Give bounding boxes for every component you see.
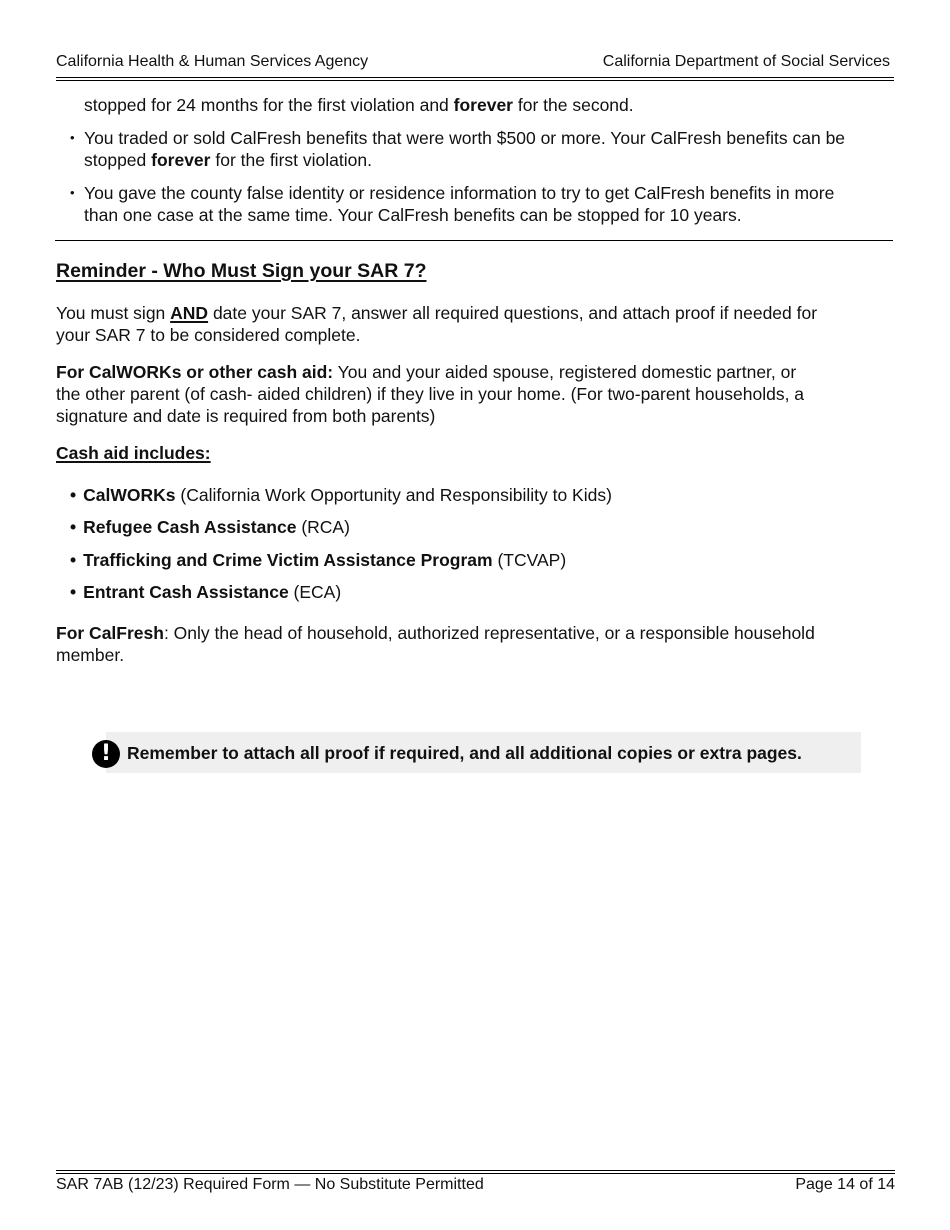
bullet-icon: • (70, 550, 77, 570)
violation-item-line (84, 149, 845, 171)
text-span: : Only the head of household, authorized representative, or a responsible household (163, 623, 815, 643)
bullet-icon: • (70, 582, 77, 602)
calfresh-label: For CalFresh (56, 623, 164, 643)
violation-item-line: than one case at the same time. Your CalFresh benefits can be stopped for 10 years. (84, 205, 742, 225)
cash-aid-heading (56, 442, 211, 464)
violation-item-line: You gave the county false identity or residence information to try to get CalFresh benefits in more (84, 183, 835, 203)
cash-aid-item (70, 484, 612, 506)
header-department: California Department of Social Services (602, 53, 890, 70)
calworks-line (56, 361, 804, 383)
text-span: You must sign (56, 303, 171, 323)
program-name: CalWORKs (83, 485, 176, 505)
cash-aid-item (70, 516, 350, 538)
program-detail: (California Work Opportunity and Responsibility to Kids) (175, 485, 612, 505)
violation-item (70, 182, 835, 226)
text-span: stopped (84, 150, 152, 170)
section-divider (55, 240, 893, 241)
violation-continued-bold: forever (453, 95, 513, 115)
calworks-line: signature and date is required from both parents) (56, 406, 436, 426)
program-detail: (ECA) (288, 582, 342, 602)
calfresh-line (56, 622, 815, 644)
and-emphasis: AND (170, 303, 209, 323)
calworks-label: For CalWORKs or other cash aid: (56, 362, 334, 382)
header-rule-top (56, 77, 894, 78)
cash-aid-item (70, 549, 566, 571)
calfresh-line: member. (56, 645, 125, 665)
calworks-line: the other parent (of cash- aided children) if they live in your home. (For two-parent households, a (56, 384, 805, 404)
bold-span: forever (151, 150, 211, 170)
program-name: Refugee Cash Assistance (83, 517, 297, 537)
bullet-icon: • (70, 485, 77, 505)
footer-rule-bottom (56, 1173, 895, 1174)
text-span: You and your aided spouse, registered domestic partner, or (333, 362, 797, 382)
program-detail: (TCVAP) (492, 550, 567, 570)
reminder-heading: Reminder - Who Must Sign your SAR 7? (56, 260, 427, 282)
footer-rule-top (56, 1170, 895, 1171)
calfresh-signers (56, 622, 815, 666)
text-span: for the first violation. (210, 150, 372, 170)
bullet-icon: • (70, 517, 77, 537)
reminder-intro-line (56, 302, 817, 324)
bullet-icon: • (70, 185, 75, 200)
violation-continued (84, 94, 634, 116)
header-agency: California Health & Human Services Agency (56, 53, 369, 70)
exclamation-circle-icon: ! (92, 740, 120, 768)
violation-continued-pre: stopped for 24 months for the first violation and (84, 95, 454, 115)
footer-form-id: SAR 7AB (12/23) Required Form — No Substitute Permitted (56, 1176, 484, 1193)
reminder-intro (56, 302, 817, 346)
reminder-intro-line: your SAR 7 to be considered complete. (56, 325, 361, 345)
program-name: Trafficking and Crime Victim Assistance Program (83, 550, 493, 570)
program-detail: (RCA) (296, 517, 350, 537)
calworks-signers (56, 361, 804, 427)
violation-continued-post: for the second. (513, 95, 634, 115)
violation-item-line: You traded or sold CalFresh benefits that were worth $500 or more. Your CalFresh benefits can be (84, 128, 846, 148)
header-rule-bottom (56, 80, 894, 81)
footer-page-number: Page 14 of 14 (795, 1176, 895, 1193)
program-name: Entrant Cash Assistance (83, 582, 289, 602)
cash-aid-heading-text: Cash aid includes: (56, 443, 211, 463)
bullet-icon: • (70, 130, 75, 145)
text-span: date your SAR 7, answer all required questions, and attach proof if needed for (208, 303, 818, 323)
cash-aid-item (70, 581, 341, 603)
violation-item (70, 127, 846, 171)
attach-proof-notice-text: Remember to attach all proof if required, and all additional copies or extra pages. (127, 743, 802, 763)
